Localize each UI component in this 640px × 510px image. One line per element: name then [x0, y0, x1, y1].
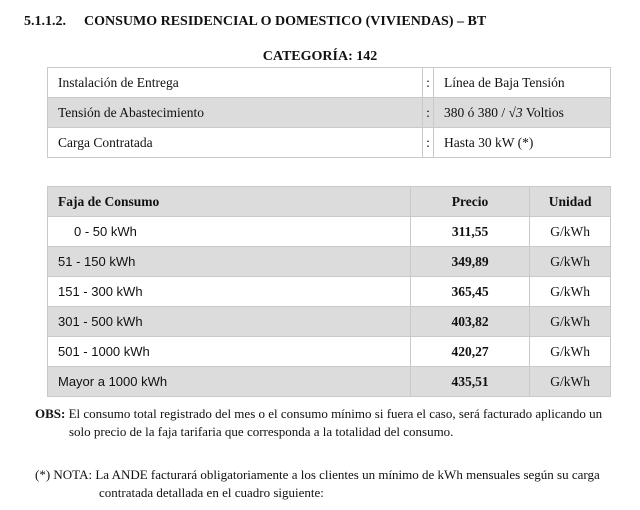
price-cell: 420,27: [410, 337, 529, 367]
observation-line-2: solo precio de la faja tarifaria que corresponda a la totalidad del consumo.: [69, 424, 454, 439]
info-row-load: [48, 128, 611, 158]
price-cell: 435,51: [410, 367, 529, 397]
info-label: Instalación de Entrega: [48, 68, 423, 98]
range-cell: 501 - 1000 kWh: [48, 337, 411, 367]
info-row-voltage: [48, 98, 611, 128]
observation-note: [35, 405, 625, 441]
rates-header-row: [48, 187, 611, 217]
section-heading: [24, 14, 486, 30]
section-title: CONSUMO RESIDENCIAL O DOMESTICO (VIVIENDAS) – BT: [84, 14, 487, 29]
info-value: Hasta 30 kW (*): [434, 128, 611, 158]
info-label: Tensión de Abastecimiento: [48, 98, 423, 128]
header-range: Faja de Consumo: [48, 187, 411, 217]
header-price: Precio: [410, 187, 529, 217]
info-row-delivery: [48, 68, 611, 98]
table-row: [48, 247, 611, 277]
unit-cell: G/kWh: [530, 307, 611, 337]
unit-cell: G/kWh: [530, 367, 611, 397]
info-separator: :: [423, 128, 434, 158]
observation-text: El consumo total registrado del mes o el consumo mínimo si fuera el caso, será facturado aplicando un: [65, 406, 603, 421]
footnote: [35, 466, 625, 502]
section-number: 5.1.1.2.: [24, 14, 66, 29]
range-cell: 301 - 500 kWh: [48, 307, 411, 337]
table-row: [48, 337, 611, 367]
category-title: CATEGORÍA: 142: [262, 49, 378, 64]
table-row: [48, 217, 611, 247]
table-row: [48, 277, 611, 307]
price-cell: 349,89: [410, 247, 529, 277]
range-cell: 0 - 50 kWh: [48, 217, 411, 247]
info-value: Línea de Baja Tensión: [434, 68, 611, 98]
range-cell: 151 - 300 kWh: [48, 277, 411, 307]
price-cell: 403,82: [410, 307, 529, 337]
unit-cell: G/kWh: [530, 277, 611, 307]
table-row: [48, 307, 611, 337]
rates-table: [47, 186, 611, 397]
info-separator: :: [423, 68, 434, 98]
header-unit: Unidad: [530, 187, 611, 217]
range-cell: 51 - 150 kWh: [48, 247, 411, 277]
unit-cell: G/kWh: [530, 247, 611, 277]
unit-cell: G/kWh: [530, 337, 611, 367]
table-row: [48, 367, 611, 397]
supply-info-table: [47, 67, 611, 158]
range-cell: Mayor a 1000 kWh: [48, 367, 411, 397]
observation-line-1: [35, 405, 625, 423]
voltage-unit: Voltios: [522, 104, 564, 120]
footnote-line-1: (*) NOTA: La ANDE facturará obligatoriamente a los clientes un mínimo de kWh mensuales según su carga: [35, 467, 600, 482]
info-label: Carga Contratada: [48, 128, 423, 158]
unit-cell: G/kWh: [530, 217, 611, 247]
info-value: [434, 98, 611, 128]
info-separator: :: [423, 98, 434, 128]
sqrt-three-symbol: √3: [508, 104, 523, 120]
footnote-line-2: contratada detallada en el cuadro siguiente:: [99, 485, 324, 500]
price-cell: 365,45: [410, 277, 529, 307]
price-cell: 311,55: [410, 217, 529, 247]
observation-label: OBS:: [35, 406, 66, 421]
voltage-value: 380 ó 380 /: [444, 104, 509, 120]
